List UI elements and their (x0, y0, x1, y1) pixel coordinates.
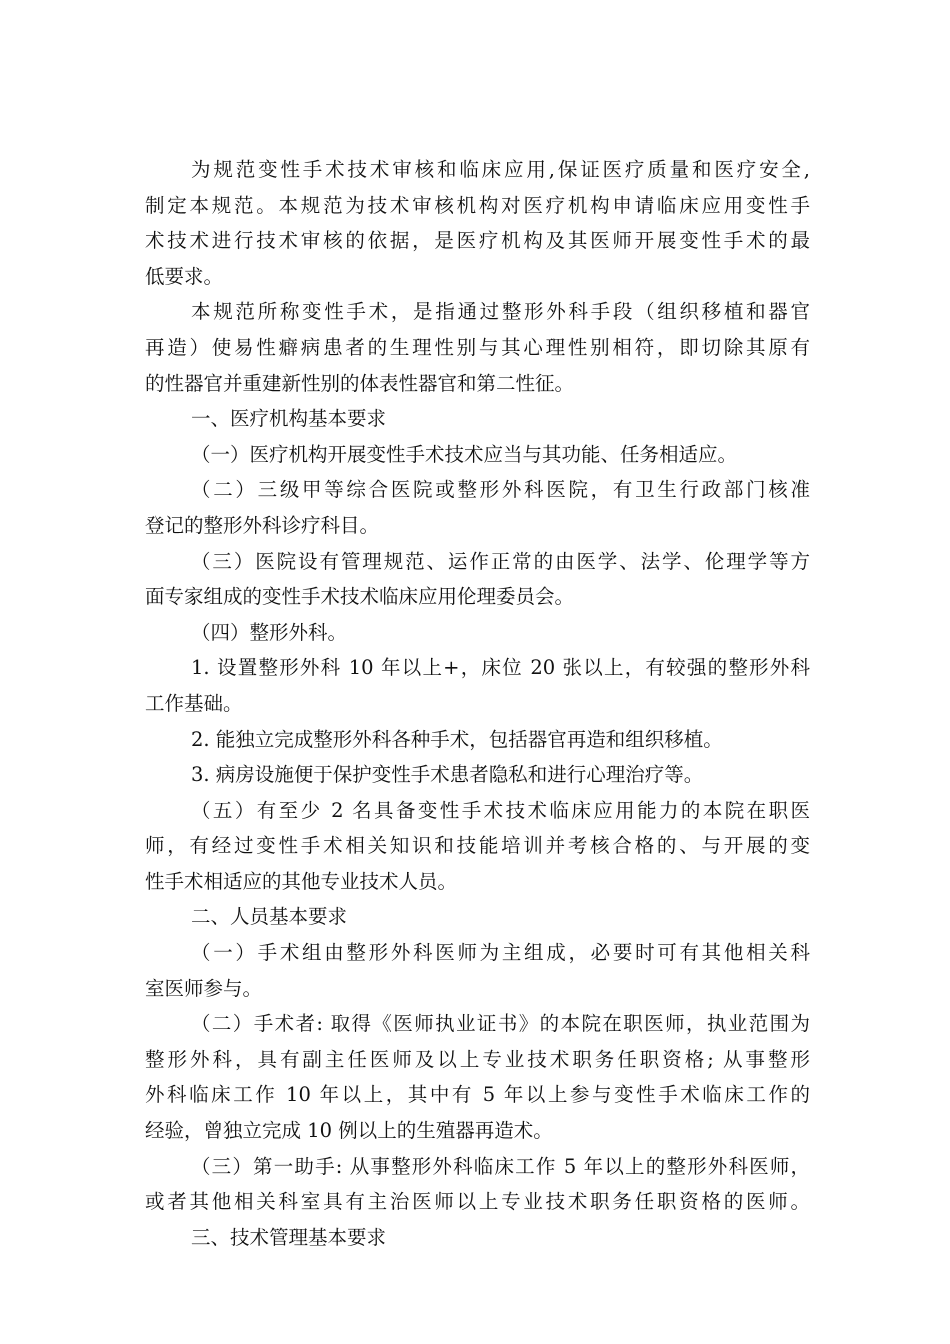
text-line: （五）有至少 2 名具备变性手术技术临床应用能力的本院在职医 (191, 798, 810, 822)
text-line: 再造）使易性癖病患者的生理性别与其心理性别相符，即切除其原有 (145, 335, 810, 359)
text-line: （一）医疗机构开展变性手术技术应当与其功能、任务相适应。 (191, 442, 738, 466)
section-heading: 二、人员基本要求 (191, 905, 348, 929)
text-line: 登记的整形外科诊疗科目。 (145, 513, 380, 537)
text-line: 工作基础。 (145, 691, 243, 715)
text-line: 制定本规范。本规范为技术审核机构对医疗机构申请临床应用变性手 (145, 193, 810, 217)
text-line: （二）三级甲等综合医院或整形外科医院，有卫生行政部门核准 (191, 478, 810, 502)
text-line: （二）手术者: 取得《医师执业证书》的本院在职医师，执业范围为 (191, 1012, 810, 1036)
text-line: 2. 能独立完成整形外科各种手术，包括器官再造和组织移植。 (191, 727, 723, 751)
text-line: （三）第一助手: 从事整形外科临床工作 5 年以上的整形外科医师， (191, 1154, 810, 1178)
text-line: 经验，曾独立完成 10 例以上的生殖器再造术。 (145, 1119, 553, 1143)
section-heading: 一、医疗机构基本要求 (191, 407, 387, 431)
text-line: 为规范变性手术技术审核和临床应用,保证医疗质量和医疗安全, (191, 158, 810, 181)
document-body (145, 152, 810, 1255)
text-line: 1. 设置整形外科 10 年以上+，床位 20 张以上，有较强的整形外科 (191, 656, 810, 680)
text-line: （四）整形外科。 (191, 620, 348, 644)
text-line: 3. 病房设施便于保护变性手术患者隐私和进行心理治疗等。 (191, 763, 704, 787)
text-line: 外科临床工作 10 年以上，其中有 5 年以上参与变性手术临床工作的 (145, 1083, 810, 1107)
text-line: 面专家组成的变性手术技术临床应用伦理委员会。 (145, 585, 575, 609)
text-line: 低要求。 (145, 264, 224, 288)
text-line: （一）手术组由整形外科医师为主组成，必要时可有其他相关科 (191, 941, 810, 965)
text-line: 整形外科，具有副主任医师及以上专业技术职务任职资格; 从事整形 (145, 1047, 810, 1071)
text-line: 室医师参与。 (145, 976, 263, 1000)
text-line: 性手术相适应的其他专业技术人员。 (145, 869, 458, 893)
text-line: 术技术进行技术审核的依据，是医疗机构及其医师开展变性手术的最 (145, 229, 810, 253)
text-line: 师，有经过变性手术相关知识和技能培训并考核合格的、与开展的变 (145, 834, 810, 858)
text-line: （三）医院设有管理规范、运作正常的由医学、法学、伦理学等方 (191, 549, 810, 573)
section-heading: 三、技术管理基本要求 (191, 1225, 387, 1249)
text-line: 或者其他相关科室具有主治医师以上专业技术职务任职资格的医师。 (145, 1190, 810, 1214)
text-line: 本规范所称变性手术，是指通过整形外科手段（组织移植和器官 (191, 300, 810, 324)
text-line: 的性器官并重建新性别的体表性器官和第二性征。 (145, 371, 575, 395)
